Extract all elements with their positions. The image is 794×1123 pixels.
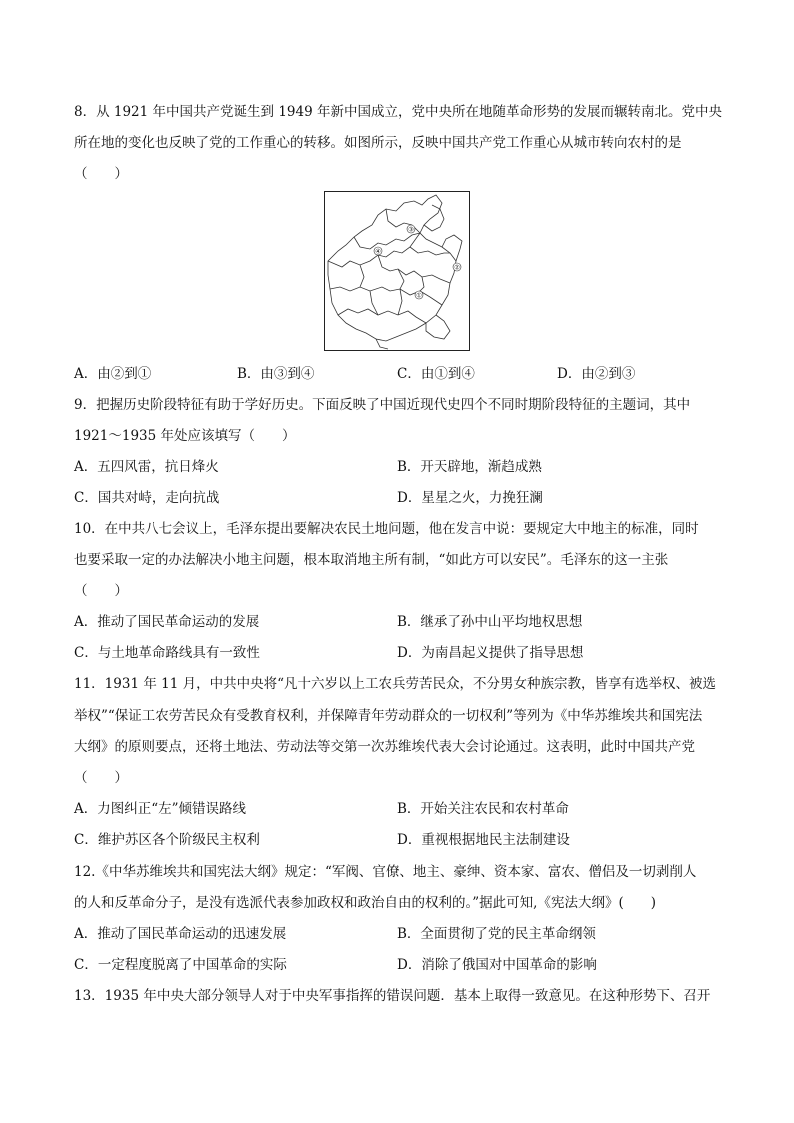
q12-option-c[interactable]: C．一定程度脱离了中国革命的实际 — [74, 957, 287, 973]
q11-option-d[interactable]: D．重视根据地民主法制建设 — [397, 832, 570, 848]
q11-stem-line3: 大纲》的原则要点，还将土地法、劳动法等交第一次苏维埃代表大会讨论通过。这表明，此时中国共产党 — [74, 739, 695, 755]
q10-option-c[interactable]: C．与土地革命路线具有一致性 — [74, 645, 260, 661]
q8-option-b[interactable]: B．由③到④ — [237, 366, 315, 382]
q9-option-a[interactable]: A．五四风雷，抗日烽火 — [74, 459, 219, 475]
q10-stem-line2: 也要采取一定的办法解决小地主问题，根本取消地主所有制，“如此方可以安民”。毛泽东的这一主张 — [74, 552, 669, 568]
q10-option-b[interactable]: B．继承了孙中山平均地权思想 — [397, 614, 583, 630]
q11-option-a[interactable]: A．力图纠正“左”倾错误路线 — [74, 801, 247, 817]
q8-option-a[interactable]: A．由②到① — [74, 366, 152, 382]
q10-stem-line1: 10．在中共八七会议上，毛泽东提出要解决农民土地问题，他在发言中说：要规定大中地主的标准，同时 — [74, 521, 699, 537]
q8-option-d[interactable]: D．由②到③ — [557, 366, 636, 382]
q8-stem-line2: 所在地的变化也反映了党的工作重心的转移。如图所示，反映中国共产党工作重心从城市转向农村的是 — [74, 135, 682, 151]
q9-stem-line1: 9．把握历史阶段特征有助于学好历史。下面反映了中国近现代史四个不同时期阶段特征的主题词，其中 — [74, 397, 691, 413]
q12-option-b[interactable]: B．全面贯彻了党的民主革命纲领 — [397, 926, 596, 942]
q8-answer-blank: （ ） — [74, 166, 128, 182]
q8-stem-line1: 8．从 1921 年中国共产党诞生到 1949 年新中国成立，党中央所在地随革命形势的发展而辗转南北。党中央 — [74, 104, 722, 120]
q10-option-d[interactable]: D．为南昌起义提供了指导思想 — [397, 645, 584, 661]
q10-option-a[interactable]: A．推动了国民革命运动的发展 — [74, 614, 260, 630]
q11-option-c[interactable]: C．维护苏区各个阶级民主权利 — [74, 832, 260, 848]
q13-stem-line1: 13．1935 年中央大部分领导人对于中央军事指挥的错误问题．基本上取得一致意见。在这种形势下、召开 — [74, 988, 711, 1004]
q12-option-a[interactable]: A．推动了国民革命运动的迅速发展 — [74, 926, 287, 942]
q11-option-b[interactable]: B．开始关注农民和农村革命 — [397, 801, 569, 817]
q12-stem-line2: 的人和反革命分子，是没有选派代表参加政权和政治自由的权利的。”据此可知,《宪法大纲》( ) — [74, 895, 656, 911]
q9-option-c[interactable]: C．国共对峙，走向抗战 — [74, 490, 220, 506]
q8-option-c[interactable]: C．由①到④ — [397, 366, 475, 382]
map-marker-3: ③ — [408, 225, 414, 234]
q10-answer-blank: （ ） — [74, 583, 128, 599]
map-marker-2: ② — [454, 263, 460, 272]
q9-option-d[interactable]: D．星星之火，力挽狂澜 — [397, 490, 543, 506]
q11-stem-line1: 11．1931 年 11 月，中共中央将“凡十六岁以上工农兵劳苦民众，不分男女种族宗教，皆享有选举权、被选 — [74, 676, 716, 692]
q9-option-b[interactable]: B．开天辟地，渐趋成熟 — [397, 459, 542, 475]
q11-stem-line2: 举权”“保证工农劳苦民众有受教育权利，并保障青年劳动群众的一切权利”等列为《中华苏维埃共和国宪法 — [74, 708, 703, 724]
map-marker-4: ④ — [375, 247, 381, 256]
map-marker-1: ① — [416, 291, 422, 300]
q9-stem-line2: 1921～1935 年处应该填写（ ） — [74, 428, 296, 444]
q12-stem-line1: 12.《中华苏维埃共和国宪法大纲》规定：“军阀、官僚、地主、豪绅、资本家、富农、僧侣及一切剥削人 — [74, 864, 697, 880]
q12-option-d[interactable]: D．消除了俄国对中国革命的影响 — [397, 957, 597, 973]
china-map-figure — [324, 191, 470, 351]
q11-answer-blank: （ ） — [74, 770, 128, 786]
